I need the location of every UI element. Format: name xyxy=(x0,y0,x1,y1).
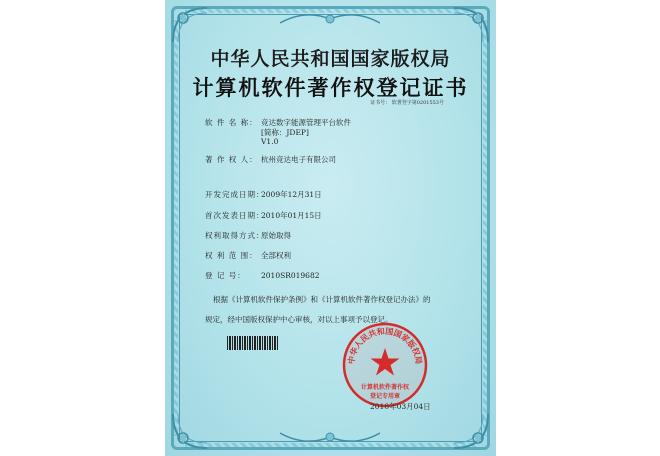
version: V1.0 xyxy=(261,137,279,146)
certificate-title: 计算机软件著作权登记证书 xyxy=(192,75,469,100)
owner-row xyxy=(205,154,336,165)
certificate-number-label: 证书号： xyxy=(370,100,391,106)
acquire-value: 原始取得 xyxy=(261,231,291,240)
barcode xyxy=(227,336,279,350)
short-name: [简称：JDEP] xyxy=(261,128,309,137)
owner-value: 杭州竞达电子有限公司 xyxy=(261,155,336,164)
top-ornament-icon xyxy=(280,9,380,29)
dev-date-label: 开发完成日期： xyxy=(205,190,265,199)
publish-date-label: 首次发表日期： xyxy=(205,211,265,220)
publish-date-value: 2010年01月15日 xyxy=(261,211,322,220)
issuer-heading: 中华人民共和国国家版权局 xyxy=(210,48,451,70)
publish-date-row xyxy=(205,210,322,221)
reg-no-value: 2010SR019682 xyxy=(261,271,320,280)
certificate-number xyxy=(370,99,444,106)
certificate xyxy=(165,0,496,456)
seal-line-2: 登记专用章 xyxy=(369,393,400,400)
acquire-label: 权利取得方式： xyxy=(205,231,265,240)
software-name-label: 软 件 名 称： xyxy=(205,118,258,127)
seal-arc-text: 中华人民共和国国家版权局 xyxy=(345,325,425,365)
bottom-ornament-icon xyxy=(280,427,380,447)
dev-date-row xyxy=(205,189,322,200)
owner-label: 著 作 权 人： xyxy=(205,155,258,164)
corner-ornament-icon xyxy=(450,410,492,452)
reg-no-label: 登 记 号： xyxy=(205,271,246,280)
issue-date: 2010年03月04日 xyxy=(370,402,431,411)
scope-label: 权 利 范 围： xyxy=(205,251,258,260)
reg-no-row xyxy=(205,270,320,281)
corner-ornament-icon xyxy=(169,410,211,452)
acquire-row xyxy=(205,230,291,241)
seal-line-1: 计算机软件著作权 xyxy=(360,384,409,391)
dev-date-value: 2009年12月31日 xyxy=(261,190,322,199)
corner-ornament-icon xyxy=(169,4,211,46)
software-name-value: 竞达数字能源管理平台软件 xyxy=(261,118,351,127)
scope-row xyxy=(205,250,291,261)
scope-value: 全部权利 xyxy=(261,251,291,260)
certificate-number-value: 软著登字第0201553号 xyxy=(391,100,444,106)
body-text-line-2: 规定，经中国版权保护中心审核，对以上事项予以登记。 xyxy=(205,315,393,324)
corner-ornament-icon xyxy=(450,4,492,46)
body-text-line-1: 根据《计算机软件保护条例》和《计算机软件著作权登记办法》的 xyxy=(213,295,431,304)
